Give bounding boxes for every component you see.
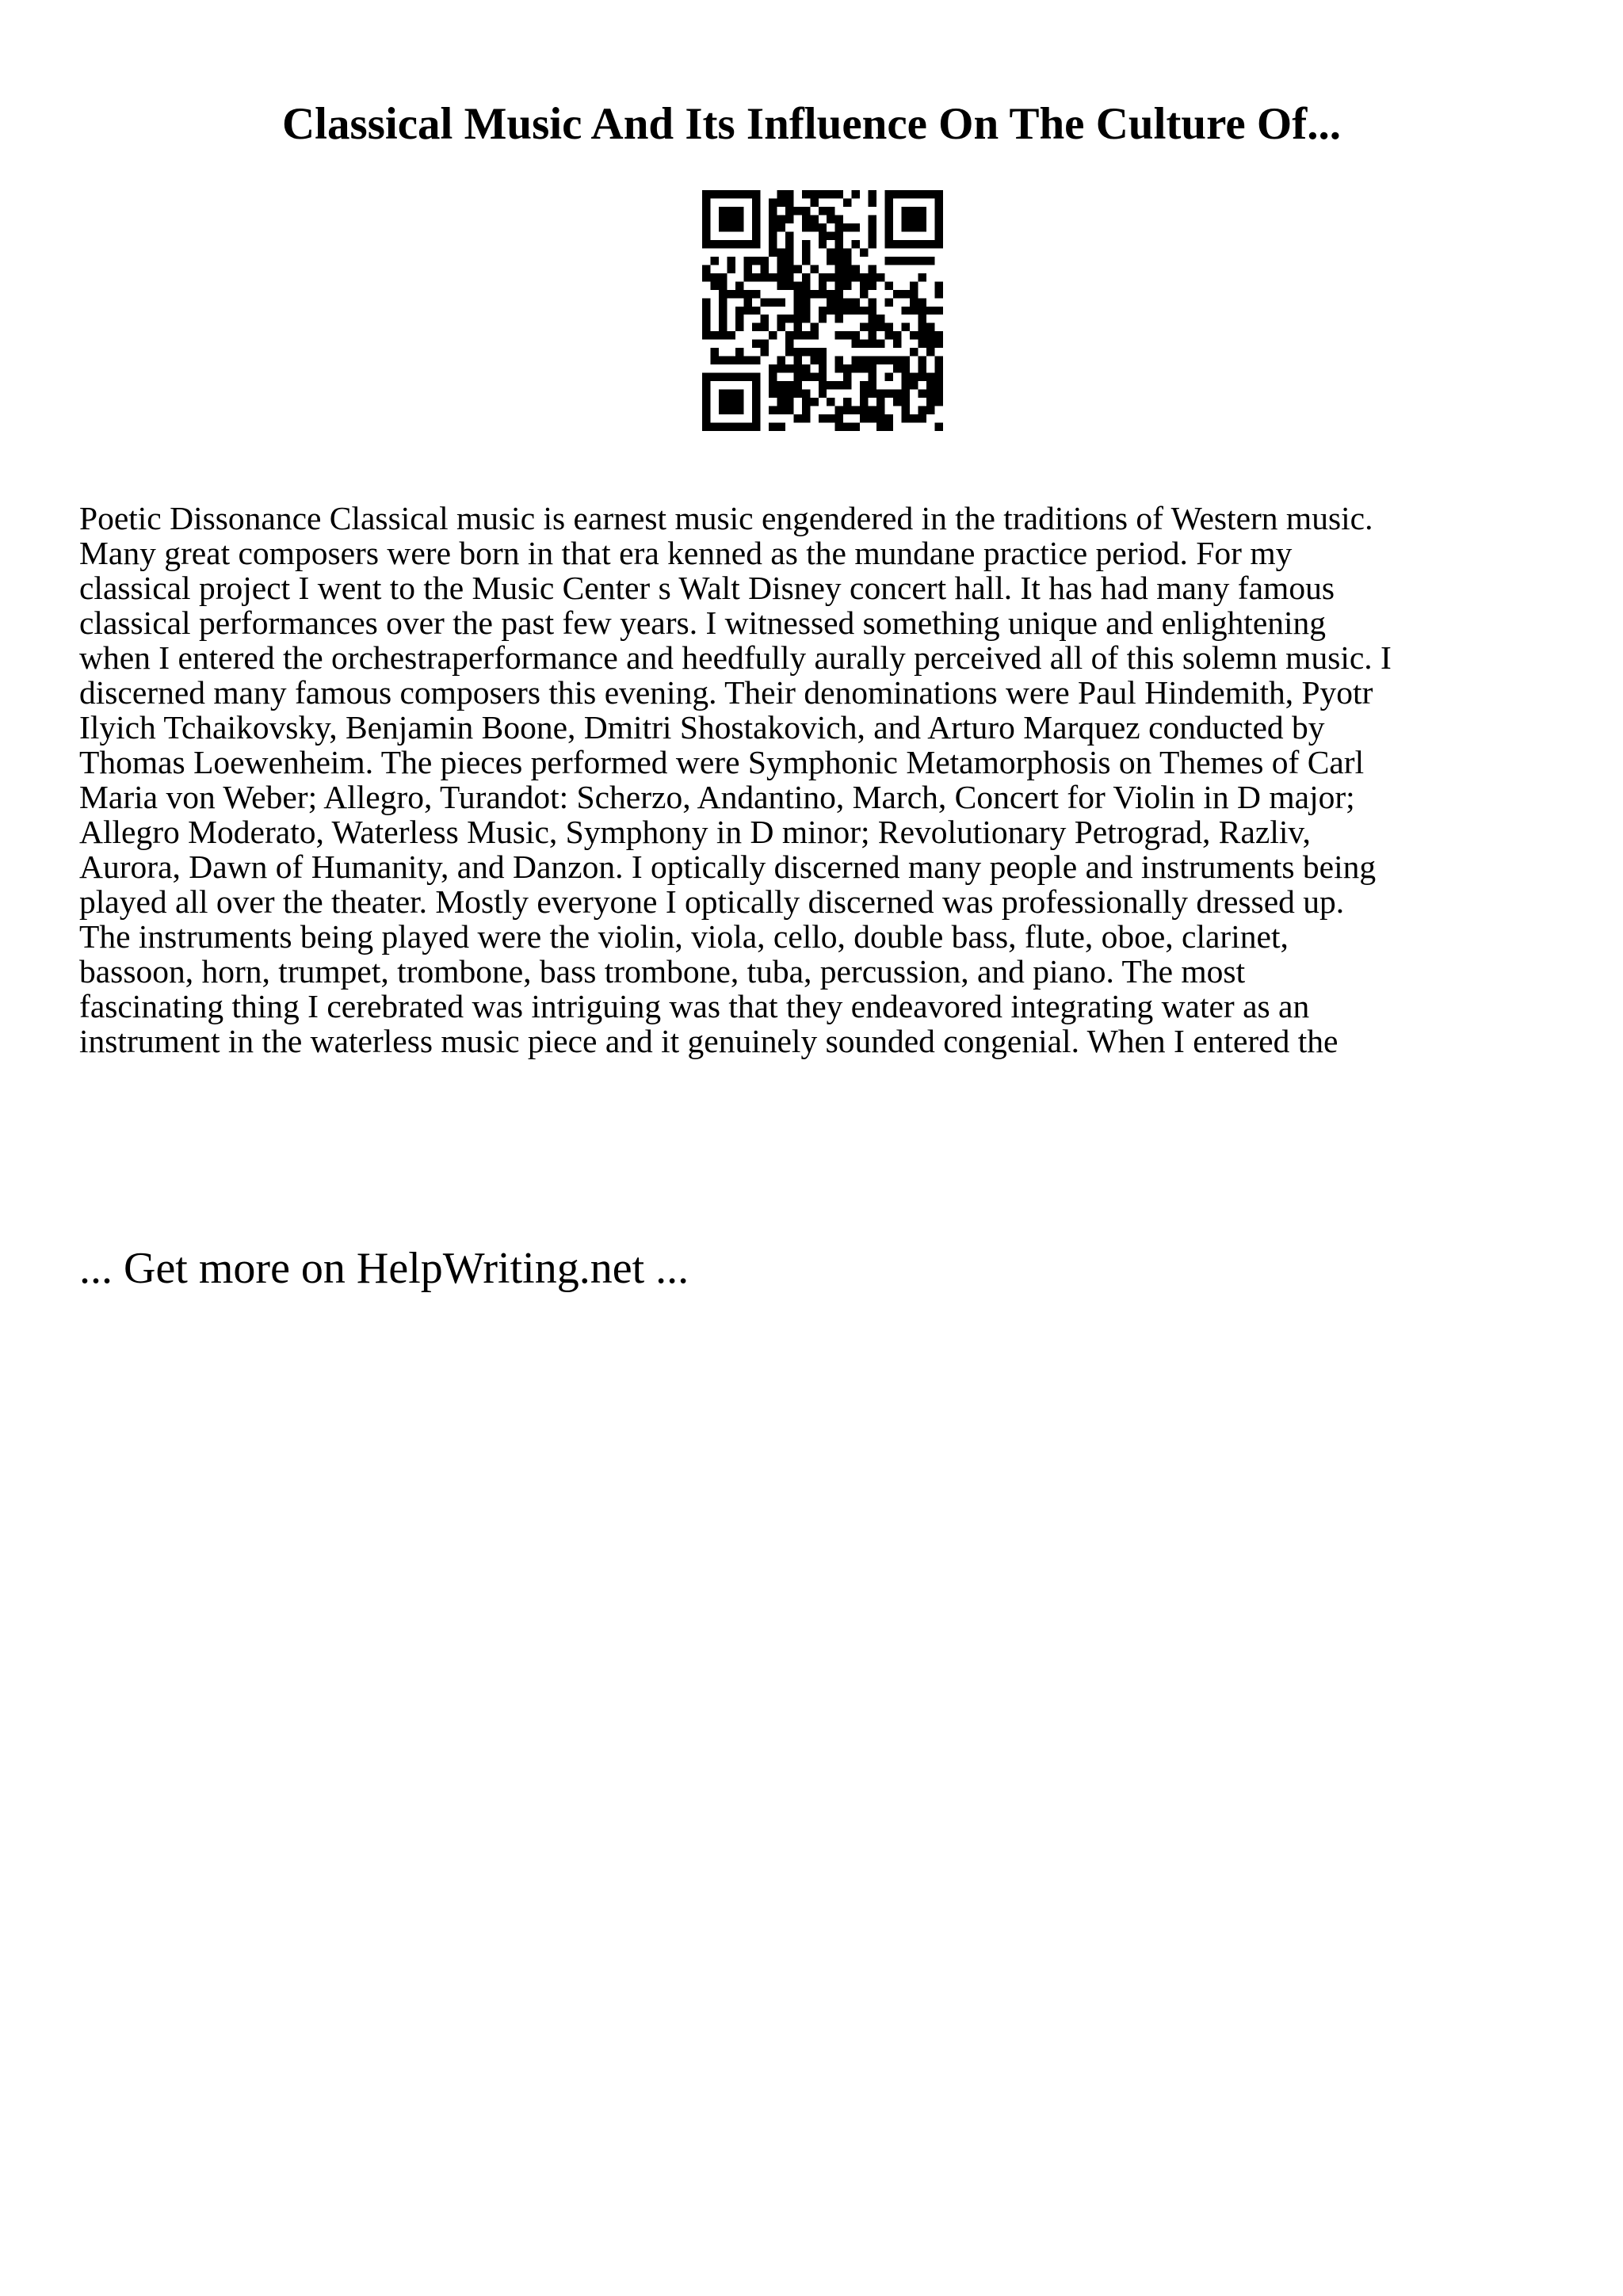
body-line: played all over the theater. Mostly everyone I optically discerned was professionally dressed up.	[79, 883, 1345, 920]
body-line: classical project I went to the Music Center s Walt Disney concert hall. It has had many famous	[79, 570, 1335, 606]
body-line: instrument in the waterless music piece and it genuinely sounded congenial. When I entered the	[79, 1023, 1338, 1059]
body-line: bassoon, horn, trumpet, trombone, bass trombone, tuba, percussion, and piano. The most	[79, 953, 1246, 990]
body-line: Poetic Dissonance Classical music is earnest music engendered in the traditions of Western music.	[79, 500, 1373, 536]
body-line: Maria von Weber; Allegro, Turandot: Scherzo, Andantino, March, Concert for Violin in D major;	[79, 779, 1355, 815]
body-paragraph	[79, 501, 1560, 1058]
body-line: Aurora, Dawn of Humanity, and Danzon. I optically discerned many people and instruments being	[79, 849, 1377, 885]
body-line: when I entered the orchestraperformance and heedfully aurally perceived all of this solemn music. I	[79, 639, 1392, 676]
qr-code-icon	[702, 190, 943, 431]
body-line: Ilyich Tchaikovsky, Benjamin Boone, Dmitri Shostakovich, and Arturo Marquez conducted by	[79, 709, 1325, 746]
body-line: Allegro Moderato, Waterless Music, Symphony in D minor; Revolutionary Petrograd, Razliv,	[79, 814, 1311, 850]
body-line: fascinating thing I cerebrated was intriguing was that they endeavored integrating water as an	[79, 988, 1310, 1024]
qr-code	[702, 190, 943, 431]
body-line: discerned many famous composers this evening. Their denominations were Paul Hindemith, Pyotr	[79, 674, 1373, 711]
page-title: Classical Music And Its Influence On The Culture Of...	[282, 99, 1341, 149]
body-line: Many great composers were born in that era kenned as the mundane practice period. For my	[79, 535, 1293, 571]
body-line: The instruments being played were the violin, viola, cello, double bass, flute, oboe, clarinet,	[79, 918, 1289, 955]
body-line: Thomas Loewenheim. The pieces performed were Symphonic Metamorphosis on Themes of Carl	[79, 744, 1365, 780]
more-link[interactable]: ... Get more on HelpWriting.net ...	[79, 1244, 689, 1293]
body-line: classical performances over the past few years. I witnessed something unique and enlightening	[79, 605, 1327, 641]
